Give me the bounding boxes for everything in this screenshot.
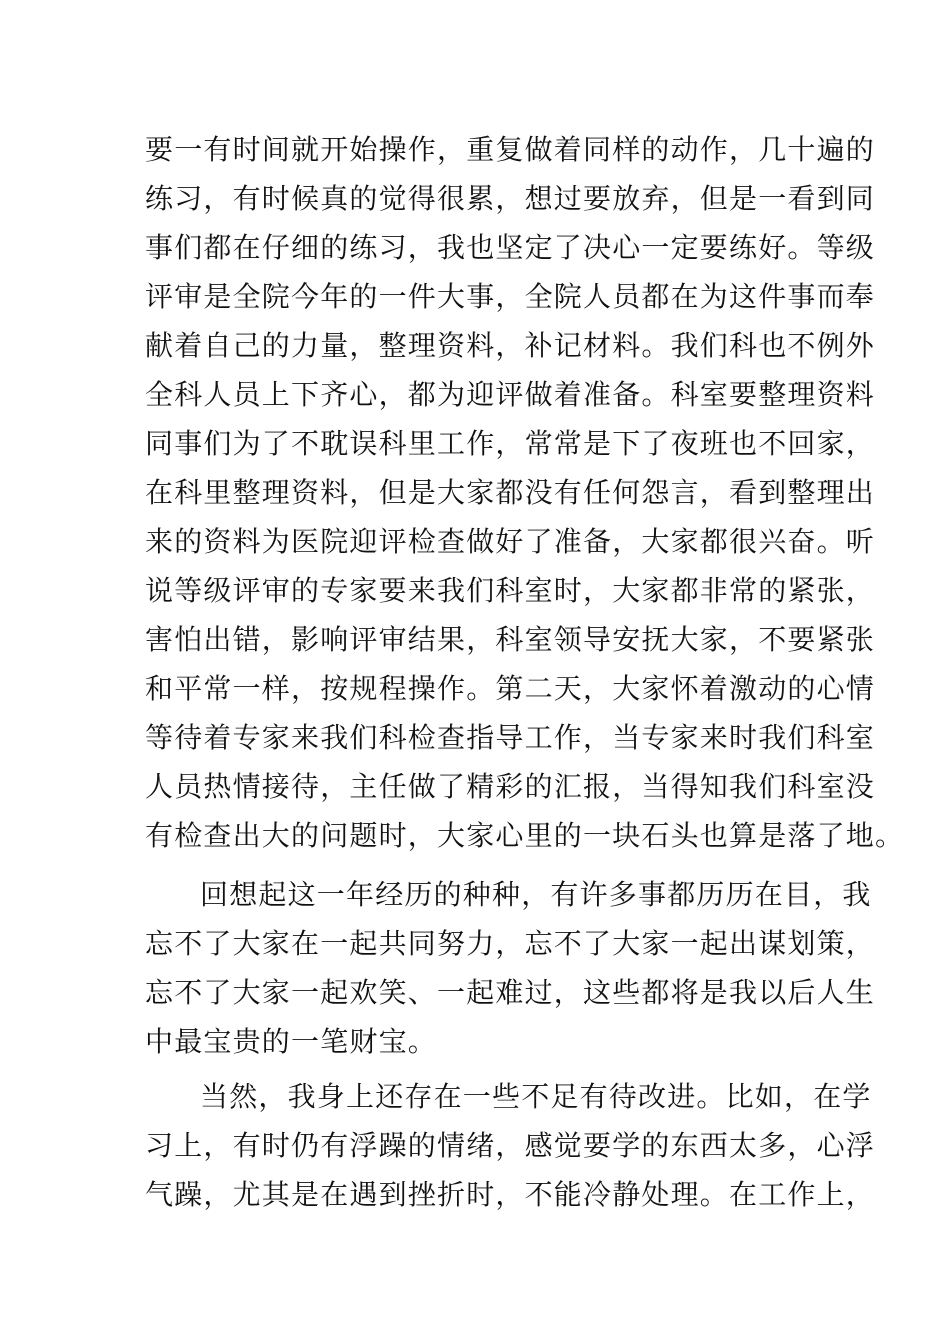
- text-line: 评审是全院今年的一件大事，全院人员都在为这件事而奉: [145, 280, 876, 313]
- text-line: 等待着专家来我们科检查指导工作，当专家来时我们科室: [145, 721, 876, 754]
- text-line: 有检查出大的问题时，大家心里的一块石头也算是落了地。: [145, 819, 905, 852]
- text-line: 事们都在仔细的练习，我也坚定了决心一定要练好。等级: [145, 231, 876, 264]
- text-line: 和平常一样，按规程操作。第二天，大家怀着激动的心情: [145, 672, 876, 705]
- text-line: 练习，有时候真的觉得很累，想过要放弃，但是一看到同: [145, 182, 876, 215]
- text-line: 同事们为了不耽误科里工作，常常是下了夜班也不回家，: [145, 427, 876, 460]
- text-line: 要一有时间就开始操作，重复做着同样的动作，几十遍的: [145, 133, 876, 166]
- text-line: 中最宝贵的一笔财宝。: [145, 1025, 438, 1058]
- text-line: 全科人员上下齐心，都为迎评做着准备。科室要整理资料: [145, 378, 876, 411]
- text-line: 害怕出错，影响评审结果，科室领导安抚大家，不要紧张: [145, 623, 876, 656]
- text-line: 来的资料为医院迎评检查做好了准备，大家都很兴奋。听: [145, 525, 876, 558]
- text-line: 在科里整理资料，但是大家都没有任何怨言，看到整理出: [145, 476, 876, 509]
- text-line: 忘不了大家在一起共同努力，忘不了大家一起出谋划策，: [145, 927, 876, 960]
- paragraph-first-line: 当然，我身上还存在一些不足有待改进。比如，在学: [200, 1080, 872, 1113]
- text-line: 献着自己的力量，整理资料，补记材料。我们科也不例外: [145, 329, 876, 362]
- text-line: 忘不了大家一起欢笑、一起难过，这些都将是我以后人生: [145, 976, 876, 1009]
- text-line: 习上，有时仍有浮躁的情绪，感觉要学的东西太多，心浮: [145, 1129, 876, 1162]
- text-line: 气躁，尤其是在遇到挫折时，不能冷静处理。在工作上，: [145, 1178, 876, 1211]
- text-line: 人员热情接待，主任做了精彩的汇报，当得知我们科室没: [145, 770, 876, 803]
- text-line: 说等级评审的专家要来我们科室时，大家都非常的紧张，: [145, 574, 876, 607]
- paragraph-first-line: 回想起这一年经历的种种，有许多事都历历在目，我: [200, 878, 872, 911]
